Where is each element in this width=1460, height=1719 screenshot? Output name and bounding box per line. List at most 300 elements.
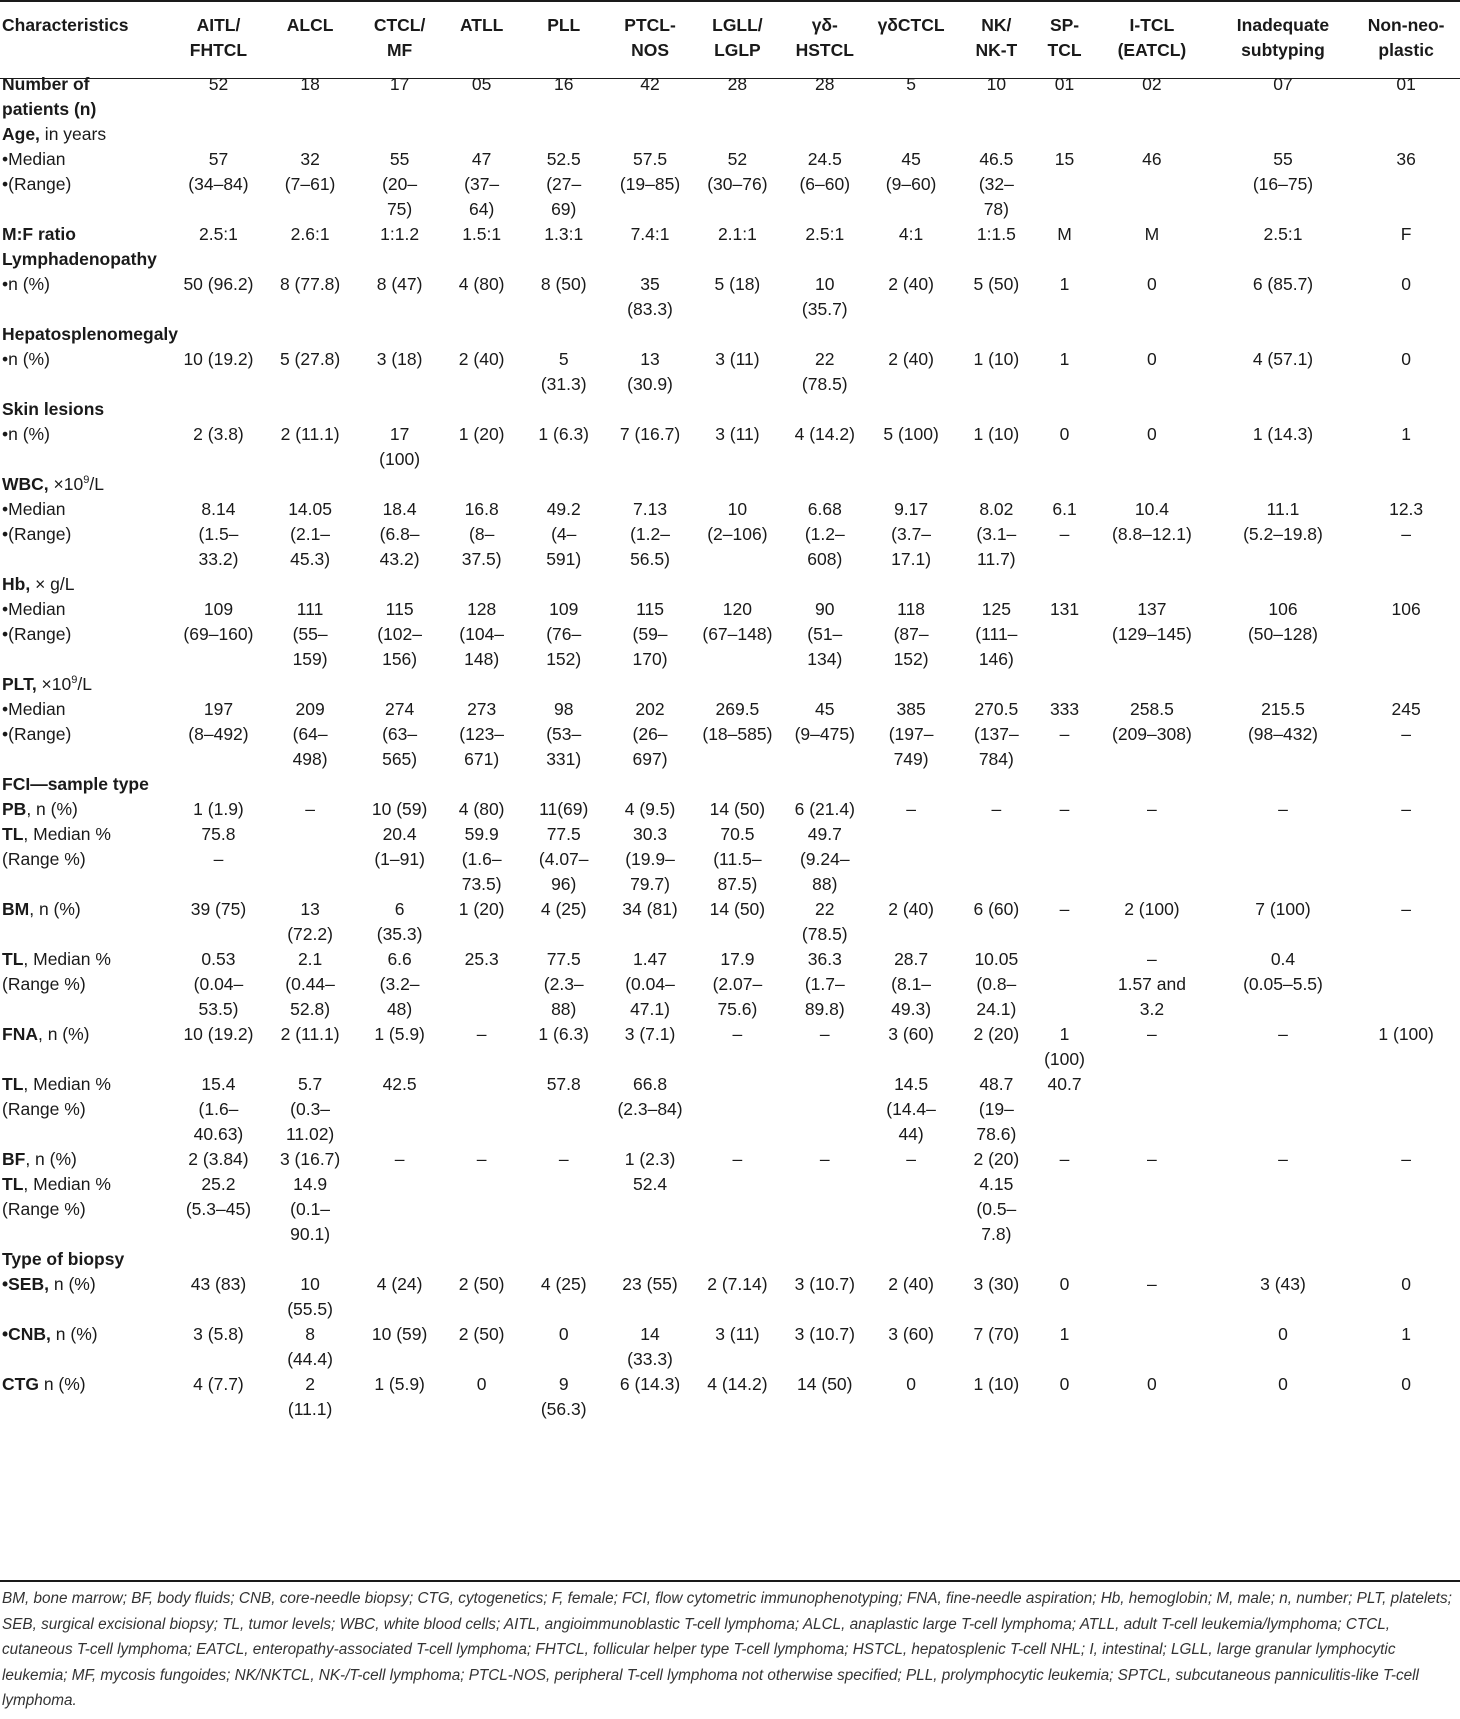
table-cell: 11.1 (5.2–19.8) [1243, 499, 1323, 544]
row-label-text: in years [39, 124, 107, 144]
table-cell: 23 (55) [622, 1274, 678, 1294]
row-label [0, 572, 1460, 597]
table-cell [954, 822, 1039, 897]
table-cell [442, 1072, 521, 1147]
table-cell: 3 (30) [973, 1274, 1020, 1294]
table-cell: – [1059, 1149, 1070, 1169]
row-label-bold: BM [2, 899, 30, 919]
table-cell: – [476, 1149, 487, 1169]
table-cell: 0 [1147, 1374, 1157, 1394]
table-cell: 4 (14.2) [794, 424, 855, 444]
row-label-text: , Median % (Range %) [2, 824, 111, 869]
table-cell [1352, 1172, 1460, 1247]
table-cell: 0 [1278, 1324, 1288, 1344]
row-label-text: , Median % (Range %) [2, 949, 111, 994]
table-cell: 35 (83.3) [627, 274, 673, 319]
table-cell: 0 [1147, 349, 1157, 369]
row-label [0, 497, 174, 572]
table-cell: 5 (50) [973, 274, 1020, 294]
row-label [0, 247, 1460, 272]
table-cell: 48.7 (19– 78.6) [976, 1074, 1017, 1144]
row-label-text: •Median •(Range) [2, 149, 72, 194]
table-cell: 0 [1059, 1274, 1070, 1294]
table-cell: 49.7 (9.24– 88) [799, 824, 850, 894]
table-cell: 15 [1054, 149, 1075, 169]
table-cell: 1 (100) [1378, 1024, 1434, 1044]
table-cell: 1.5:1 [462, 224, 502, 244]
table-cell: – [1278, 1024, 1288, 1044]
table-cell: 2 (40) [888, 349, 934, 369]
table-cell: 6.68 (1.2– 608) [804, 499, 845, 569]
table-cell: 02 [1142, 74, 1162, 94]
table-cell: 8 (47) [376, 274, 423, 294]
table-cell: 90 (51– 134) [807, 599, 843, 669]
row-label [0, 67, 174, 122]
table-cell: 4 (24) [376, 1274, 423, 1294]
table-cell: 9 (56.3) [540, 1374, 587, 1419]
table-cell: 5 (27.8) [279, 349, 341, 369]
table-cell: 0 [906, 1374, 916, 1394]
table-cell: 2 (40) [888, 274, 934, 294]
table-cell: 14 (50) [797, 1374, 853, 1394]
column-header: γδ- HSTCL [795, 15, 854, 60]
row-label [0, 797, 174, 822]
table-cell: 1 (5.9) [374, 1374, 425, 1394]
table-cell: – [906, 799, 916, 819]
table-cell: 209 (64– 498) [292, 699, 328, 769]
table-cell: 16.8 (8– 37.5) [461, 499, 502, 569]
table-cell: – 1.57 and 3.2 [1117, 949, 1186, 1019]
table-cell: 10 (2–106) [707, 499, 768, 544]
table-cell: 2 (7.14) [707, 1274, 768, 1294]
table-cell: 6.6 (3.2– 48) [379, 949, 420, 1019]
table-cell: 57.5 (19–85) [619, 149, 681, 194]
row-label-bold: Number of patients (n) [2, 74, 97, 119]
table-cell: 55 (20– 75) [382, 149, 418, 219]
row-label [0, 347, 174, 397]
table-cell: 1 [1401, 1324, 1411, 1344]
table-cell: 70.5 (11.5– 87.5) [713, 824, 762, 894]
row-label-text: , n (%) [37, 1024, 90, 1044]
table-cell: 6 (35.3) [376, 899, 423, 944]
table-cell: 0.53 (0.04– 53.5) [193, 949, 244, 1019]
table-cell: 07 [1273, 74, 1293, 94]
table-cell: 57 (34–84) [188, 149, 249, 194]
row-label-bold: TL [2, 1174, 24, 1194]
table-cell [1090, 1172, 1214, 1247]
row-label [0, 697, 174, 772]
row-label-text: •Median •(Range) [2, 499, 72, 544]
table-cell: 3 (60) [888, 1024, 934, 1044]
table-cell: – [476, 1024, 487, 1044]
table-cell: 6 (85.7) [1252, 274, 1314, 294]
table-cell: 28.7 (8.1– 49.3) [891, 949, 932, 1019]
table-cell [868, 822, 953, 897]
table-cell: 2 (40) [888, 899, 934, 919]
table-cell [868, 1172, 953, 1247]
table-cell: 2 (11.1) [280, 1024, 340, 1044]
row-label-bold: M:F ratio [2, 224, 76, 244]
table-cell: 6 (21.4) [794, 799, 855, 819]
row-label-bold: TL [2, 1074, 24, 1094]
table-row [0, 1272, 1460, 1322]
table-cell: 5 (100) [883, 424, 939, 444]
table-cell: 45 (9–60) [885, 149, 937, 194]
table-cell: 4 (57.1) [1252, 349, 1314, 369]
table-cell: 2 (11.1) [280, 424, 340, 444]
table-row [0, 397, 1460, 422]
table-cell: 258.5 (209–308) [1112, 699, 1192, 744]
row-label [0, 122, 1460, 147]
row-label [0, 897, 174, 947]
table-body [0, 67, 1460, 1422]
column-header: PLL [547, 15, 581, 35]
table-cell: 120 (67–148) [702, 599, 773, 644]
table-cell: 2.1:1 [717, 224, 757, 244]
table-cell: 1 (6.3) [538, 1024, 589, 1044]
row-label [0, 222, 174, 247]
table-cell: 3 (11) [715, 424, 760, 444]
row-label [0, 1322, 174, 1372]
table-cell: – [1059, 899, 1070, 919]
row-label-bold: PB [2, 799, 27, 819]
table-row [0, 1172, 1460, 1247]
row-label-bold: TL [2, 824, 24, 844]
table-cell: 11(69) [539, 799, 589, 819]
table-cell: 0 [1147, 274, 1157, 294]
table-cell: F [1400, 224, 1412, 244]
table-cell: 1 (10) [973, 349, 1020, 369]
table-cell: 5.7 (0.3– 11.02) [285, 1074, 335, 1144]
table-cell: 25.2 (5.3–45) [185, 1174, 252, 1219]
table-cell: 3 (10.7) [794, 1274, 855, 1294]
table-cell: – [819, 1149, 830, 1169]
row-label [0, 1272, 174, 1322]
row-label-bold: •CNB, [2, 1324, 51, 1344]
table-cell: 20.4 (1–91) [374, 824, 425, 869]
table-cell: 10 (19.2) [183, 1024, 254, 1044]
table-cell: 10 (55.5) [287, 1274, 333, 1319]
table-cell: 1 [1059, 1324, 1070, 1344]
table-cell [1214, 1172, 1353, 1247]
table-cell: 1 (2.3) [624, 1149, 676, 1169]
table-cell: 2 (50) [458, 1274, 505, 1294]
row-label-text: n (%) [48, 1274, 96, 1294]
row-label-text: •Median •(Range) [2, 699, 72, 744]
table-cell: 1 (10) [973, 424, 1020, 444]
table-cell [1352, 822, 1460, 897]
table-cell: 46.5 (32– 78) [978, 149, 1014, 219]
table-cell: 106 [1391, 599, 1421, 619]
table-cell: – [1401, 1149, 1411, 1169]
table-cell: 22 (78.5) [801, 899, 848, 944]
table-cell: 2.6:1 [290, 224, 330, 244]
table-cell: 4 (7.7) [193, 1374, 244, 1394]
header-row [0, 2, 1460, 67]
row-label-text: •n (%) [2, 274, 50, 294]
table-cell: 45 (9–475) [794, 699, 855, 744]
row-label-text: n (%) [50, 1324, 98, 1344]
table-cell [1352, 1072, 1460, 1147]
table-cell: 137 (129–145) [1112, 599, 1192, 644]
table-cell: 75.8 – [201, 824, 236, 869]
table-cell: 1 (14.3) [1252, 424, 1314, 444]
table-cell: 39 (75) [190, 899, 247, 919]
table-cell: 0.4 (0.05–5.5) [1243, 949, 1323, 994]
table-cell: 8 (44.4) [287, 1324, 333, 1369]
table-row [0, 67, 1460, 122]
table-cell: 52.4 [633, 1174, 668, 1194]
table-cell: 4 (25) [540, 1274, 587, 1294]
table-cell: 1 [1059, 274, 1070, 294]
table-cell: 115 (102– 156) [377, 599, 422, 669]
table-cell [694, 1172, 781, 1247]
row-label-text: × g/L [30, 574, 75, 594]
row-label-bold: TL [2, 949, 24, 969]
table-cell: 270.5 (137– 784) [973, 699, 1019, 769]
table-cell: 3 (10.7) [794, 1324, 855, 1344]
row-label-bold: Age, [2, 124, 40, 144]
row-label [0, 1022, 174, 1072]
table-cell: 111 (55– 159) [292, 599, 328, 669]
table-cell [781, 1072, 868, 1147]
table-cell: 14 (50) [709, 799, 766, 819]
table-row [0, 597, 1460, 672]
table-cell [694, 1072, 781, 1147]
row-label [0, 672, 1460, 697]
row-label-bold: •SEB, [2, 1274, 49, 1294]
table-row [0, 322, 1460, 347]
row-label-bold: Hepatosplenomegaly [2, 324, 179, 344]
table-cell: – [558, 1149, 569, 1169]
table-cell: 59.9 (1.6– 73.5) [461, 824, 502, 894]
table-cell: 0 [1059, 424, 1070, 444]
table-row [0, 697, 1460, 772]
table-cell: 0 [476, 1374, 487, 1394]
table-cell: M [1144, 224, 1160, 244]
table-cell: 8 (50) [540, 274, 587, 294]
column-header: Characteristics [2, 15, 129, 35]
row-label [0, 822, 174, 897]
table-cell: 36 [1396, 149, 1416, 169]
table-cell: 05 [471, 74, 492, 94]
table-cell: 01 [1396, 74, 1416, 94]
table-cell: 10 [986, 74, 1007, 94]
table-cell: 34 (81) [622, 899, 678, 919]
table-cell: 77.5 (4.07– 96) [538, 824, 589, 894]
table-cell [442, 1172, 521, 1247]
row-label-bold: FNA [2, 1024, 38, 1044]
table-cell: – [819, 1024, 830, 1044]
table-row [0, 572, 1460, 597]
column-header: ATLL [459, 15, 504, 35]
table-cell: 0 [1059, 1374, 1070, 1394]
table-cell: 22 (78.5) [801, 349, 848, 394]
table-cell: – [1147, 1024, 1157, 1044]
table-cell: 8 (77.8) [279, 274, 341, 294]
table-cell: 2 (50) [458, 1324, 505, 1344]
table-cell: 9.17 (3.7– 17.1) [891, 499, 932, 569]
row-label-bold: Type of biopsy [2, 1249, 125, 1269]
table-cell: 1 (100) [1044, 1024, 1085, 1069]
row-label-text: •n (%) [2, 349, 50, 369]
table-cell: 1 (6.3) [538, 424, 589, 444]
table-cell: 3 (5.8) [193, 1324, 244, 1344]
table-cell: 32 (7–61) [284, 149, 336, 194]
table-cell: 52.5 (27– 69) [546, 149, 582, 219]
table-cell: 17.9 (2.07– 75.6) [712, 949, 763, 1019]
table-cell: 10.4 (8.8–12.1) [1112, 499, 1192, 544]
table-cell: 24.5 (6–60) [799, 149, 851, 194]
table-cell [1352, 947, 1460, 1022]
table-cell: 4 (80) [458, 799, 505, 819]
row-label-text: , n (%) [29, 899, 81, 919]
table-cell: 42 [640, 74, 660, 94]
table-row [0, 122, 1460, 147]
column-header: ALCL [286, 15, 334, 35]
table-cell: 30.3 (19.9– 79.7) [625, 824, 675, 894]
row-label [0, 422, 174, 472]
table-cell: 245 – [1391, 699, 1421, 744]
column-header: CTCL/ MF [373, 15, 426, 60]
table-cell: 3 (60) [888, 1324, 934, 1344]
table-cell: – [1147, 1274, 1157, 1294]
column-header: I-TCL (EATCL) [1117, 15, 1187, 60]
row-label-text: , n (%) [25, 1149, 77, 1169]
column-header: γδCTCL [877, 15, 945, 35]
column-header: AITL/ FHTCL [189, 15, 248, 60]
table-cell: 0 [1401, 1374, 1411, 1394]
table-row [0, 1247, 1460, 1272]
table-cell: 0 [1401, 274, 1411, 294]
table-cell: 5 (31.3) [540, 349, 587, 394]
table-cell: 385 (197– 749) [888, 699, 934, 769]
table-cell: 4 (80) [458, 274, 505, 294]
table-cell: 2.1 (0.44– 52.8) [285, 949, 335, 1019]
table-cell: 1 (10) [973, 1374, 1020, 1394]
table-cell: – [1278, 1149, 1288, 1169]
table-cell: 2 (100) [1124, 899, 1180, 919]
table-row [0, 822, 1460, 897]
table-row [0, 897, 1460, 947]
table-cell: 12.3 – [1389, 499, 1424, 544]
row-label [0, 1147, 174, 1172]
table-bottom-rule [0, 1580, 1460, 1582]
table-cell: 18 [300, 74, 320, 94]
table-cell: 10 (59) [371, 799, 428, 819]
table-cell: 7.13 (1.2– 56.5) [630, 499, 670, 569]
row-label-text: n (%) [38, 1374, 86, 1394]
table-cell: 197 (8–492) [188, 699, 249, 744]
row-label-bold: WBC, [2, 474, 49, 494]
table-cell: 14 (33.3) [627, 1324, 673, 1369]
table-cell: 2.5:1 [198, 224, 238, 244]
table-cell: 10 (19.2) [183, 349, 254, 369]
row-label-text: $\times 10^9/L$ [48, 474, 104, 494]
row-label [0, 1247, 1460, 1272]
table-cell: 2 (40) [458, 349, 505, 369]
characteristics-table [0, 2, 1460, 1422]
table-cell: 36.3 (1.7– 89.8) [804, 949, 845, 1019]
table-cell: – [305, 799, 315, 819]
column-header: PTCL- NOS [624, 15, 676, 60]
table-cell: 1.47 (0.04– 47.1) [625, 949, 675, 1019]
table-cell: 43 (83) [190, 1274, 247, 1294]
table-cell: 3 (16.7) [279, 1149, 341, 1169]
row-label [0, 772, 1460, 797]
table-cell: 42.5 [382, 1074, 417, 1094]
table-cell: 4 (9.5) [624, 799, 676, 819]
table-cell: 98 (53– 331) [546, 699, 582, 769]
table-cell [521, 1172, 606, 1247]
row-label-bold: BF [2, 1149, 26, 1169]
row-label-bold: Skin lesions [2, 399, 105, 419]
table-cell: 6 (60) [973, 899, 1020, 919]
table-cell: 7 (16.7) [619, 424, 681, 444]
table-cell: 7.4:1 [630, 224, 670, 244]
table-cell: 131 [1049, 599, 1080, 619]
table-cell: 1 [1059, 349, 1070, 369]
table-row [0, 1072, 1460, 1147]
row-label [0, 147, 174, 222]
table-cell: 3 (18) [376, 349, 423, 369]
table-cell: 4:1 [898, 224, 924, 244]
table-cell [1039, 822, 1090, 897]
table-cell: 1 (20) [458, 899, 505, 919]
table-cell: 77.5 (2.3– 88) [543, 949, 584, 1019]
table-cell: – [732, 1024, 743, 1044]
row-label [0, 947, 174, 1022]
table-cell: 01 [1054, 74, 1075, 94]
table-row [0, 422, 1460, 472]
table-cell: – [991, 799, 1002, 819]
table-cell: 15.4 (1.6– 40.63) [193, 1074, 244, 1144]
table-cell: 8.14 (1.5– 33.2) [198, 499, 239, 569]
table-cell [1090, 1322, 1214, 1372]
table-cell: 14.05 (2.1– 45.3) [288, 499, 332, 569]
table-cell: 1 (1.9) [193, 799, 244, 819]
table-cell [1214, 1072, 1353, 1147]
table-cell: 25.3 [464, 949, 499, 969]
column-header: NK/ NK-T [975, 15, 1018, 60]
table-cell: 2 (20) [973, 1024, 1020, 1044]
table-cell: 1:1.5 [976, 224, 1016, 244]
table-cell: 115 (59– 170) [632, 599, 668, 669]
table-cell: 46 [1142, 149, 1162, 169]
row-label-text: , Median % (Range %) [2, 1074, 111, 1119]
table-cell: 3 (11) [715, 1324, 760, 1344]
table-row [0, 672, 1460, 697]
row-label [0, 322, 1460, 347]
row-label-bold: CTG [2, 1374, 39, 1394]
row-label [0, 1372, 174, 1422]
table-cell [1214, 822, 1353, 897]
row-label [0, 1172, 174, 1247]
table-cell: 40.7 [1047, 1074, 1082, 1094]
row-label-text: , Median % (Range %) [2, 1174, 111, 1219]
table-cell: 6.1 – [1052, 499, 1077, 544]
table-row [0, 147, 1460, 222]
table-cell [1090, 822, 1214, 897]
table-row [0, 772, 1460, 797]
table-cell: 1.3:1 [544, 224, 584, 244]
table-cell: 3 (43) [1260, 1274, 1306, 1294]
table-cell: 14 (50) [709, 899, 766, 919]
table-cell: 10 (35.7) [801, 274, 848, 319]
row-label-text: $\times 10^9/L$ [36, 674, 92, 694]
table-cell: 4.15 (0.5– 7.8) [976, 1174, 1017, 1244]
row-label-bold: PLT, [2, 674, 37, 694]
